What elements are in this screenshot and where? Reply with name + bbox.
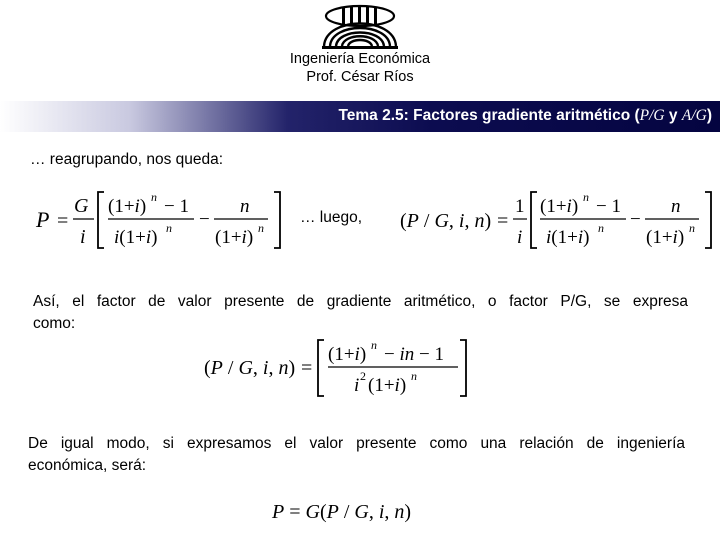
intro-text: … reagrupando, nos queda: — [30, 151, 224, 168]
svg-text:P: P — [36, 207, 50, 232]
svg-text:i(1+i): i(1+i) — [114, 227, 158, 248]
topic-var-pg: P/G — [639, 107, 665, 124]
svg-text:n: n — [258, 221, 264, 235]
equation-pg-factor — [202, 334, 472, 404]
svg-text:(1+i): (1+i) — [215, 227, 254, 248]
paragraph-pg-definition-line2: como: — [33, 315, 76, 332]
svg-text:i: i — [517, 227, 523, 248]
paragraph-engineering-relation-line2: económica, será: — [28, 457, 147, 474]
svg-text:1: 1 — [515, 196, 525, 217]
svg-text:(P / G, i, n): (P / G, i, n) — [204, 357, 296, 379]
university-emblem-icon — [318, 2, 402, 52]
svg-text:−: − — [630, 209, 641, 230]
svg-text:(1+i): (1+i) — [646, 227, 685, 248]
svg-text:n: n — [671, 196, 681, 217]
svg-text:P = G(P / G, i, n): P = G(P / G, i, n) — [272, 501, 412, 523]
then-text: … luego, — [300, 209, 363, 226]
svg-text:i: i — [354, 375, 360, 396]
equation-pg-factor-intermediate — [398, 186, 718, 256]
svg-text:n: n — [240, 196, 250, 217]
svg-text:− 1: − 1 — [596, 196, 621, 217]
svg-text:(P / G, i, n): (P / G, i, n) — [400, 210, 492, 232]
svg-text:(1+i): (1+i) — [540, 196, 579, 217]
topic-var-ag: A/G — [681, 107, 707, 124]
svg-text:n: n — [411, 369, 417, 383]
topic-bar — [0, 101, 720, 132]
equation-p-gradient — [30, 186, 290, 256]
svg-text:G: G — [74, 195, 89, 217]
svg-text:n: n — [689, 221, 695, 235]
svg-text:n: n — [151, 190, 157, 204]
svg-text:n: n — [371, 338, 377, 352]
svg-text:−: − — [199, 209, 210, 230]
svg-text:i(1+i): i(1+i) — [546, 227, 590, 248]
svg-text:=: = — [57, 210, 69, 232]
svg-text:n: n — [166, 221, 172, 235]
svg-text:i: i — [80, 226, 86, 248]
equation-present-value — [270, 494, 430, 528]
svg-text:(1+i): (1+i) — [328, 344, 367, 365]
svg-text:(1+i): (1+i) — [368, 375, 407, 396]
svg-text:− in − 1: − in − 1 — [384, 344, 444, 365]
svg-text:=: = — [301, 357, 313, 379]
svg-text:(1+i): (1+i) — [108, 196, 147, 217]
svg-text:n: n — [583, 190, 589, 204]
svg-text:− 1: − 1 — [164, 196, 189, 217]
svg-text:n: n — [598, 221, 604, 235]
svg-text:=: = — [497, 210, 509, 232]
course-header — [0, 50, 720, 86]
topic-title: Tema 2.5: Factores gradiente aritmético (P/G y A/G) — [338, 107, 712, 124]
paragraph-pg-definition-line1: Así, el factor de valor presente de gradiente aritmético, o factor P/G, se expresa — [33, 293, 688, 310]
professor-name: Prof. César Ríos — [306, 69, 414, 85]
course-title: Ingeniería Económica — [289, 51, 431, 67]
paragraph-engineering-relation-line1: De igual modo, si expresamos el valor presente como una relación de ingeniería — [28, 435, 685, 452]
svg-text:2: 2 — [360, 369, 366, 383]
